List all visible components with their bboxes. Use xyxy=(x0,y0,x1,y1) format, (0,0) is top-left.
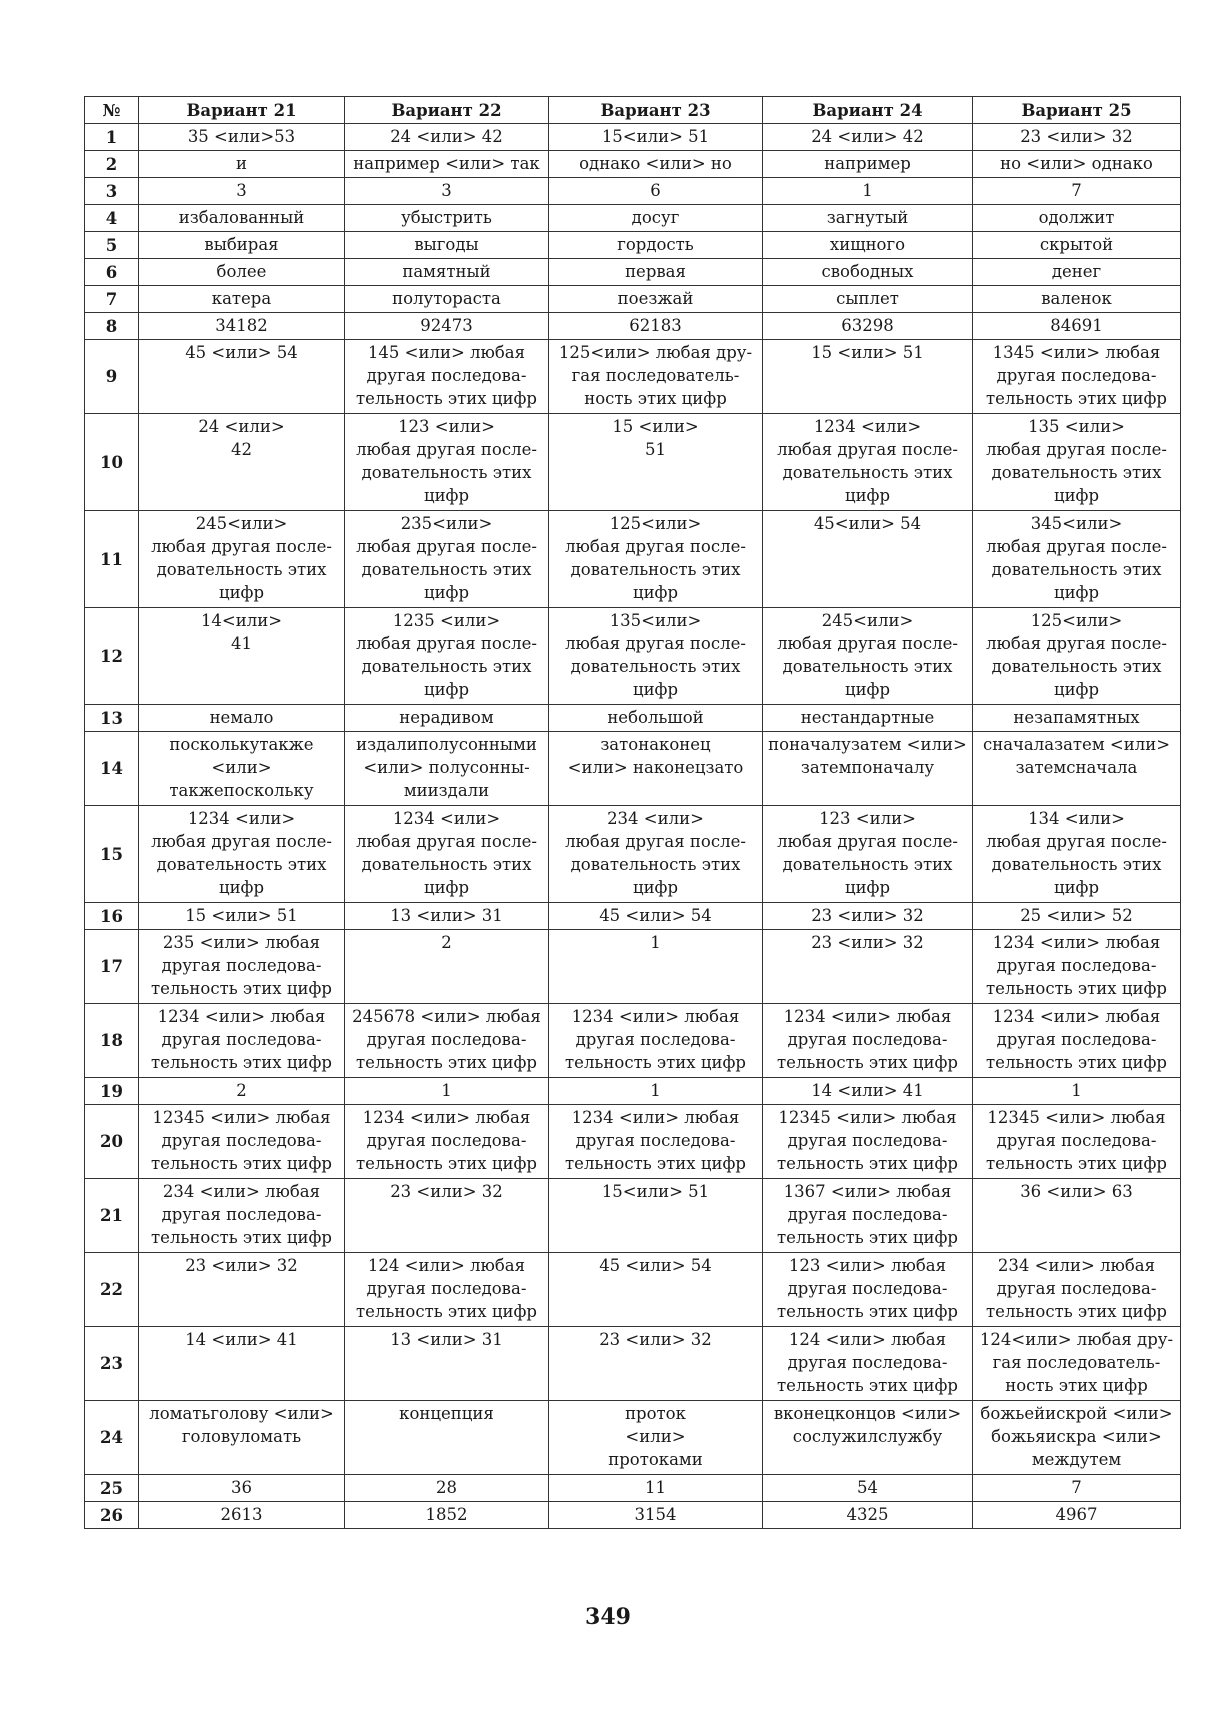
answer-cell-variant-22: 24 <или> 42 xyxy=(345,124,549,151)
answer-cell-variant-23: затонаконец <или> наконецзато xyxy=(549,732,763,806)
answer-cell-variant-21: 12345 <или> любая другая последова- тельность этих цифр xyxy=(139,1105,345,1179)
answer-cell-variant-24: 14 <или> 41 xyxy=(763,1078,973,1105)
answer-cell-variant-21: посколькутакже <или> такжепоскольку xyxy=(139,732,345,806)
answer-cell-variant-21: выбирая xyxy=(139,232,345,259)
header-variant-22: Вариант 22 xyxy=(345,97,549,124)
answer-cell-variant-22: 123 <или> любая другая после- довательность этих цифр xyxy=(345,414,549,511)
answer-cell-variant-24: свободных xyxy=(763,259,973,286)
answer-cell-variant-23: 125<или> любая дру- гая последователь- ность этих цифр xyxy=(549,340,763,414)
answer-cell-variant-21: 2613 xyxy=(139,1502,345,1529)
answer-cell-variant-22: издалиполусонными <или> полусонны- мииздали xyxy=(345,732,549,806)
answer-cell-variant-22: 28 xyxy=(345,1475,549,1502)
answer-cell-variant-23: досуг xyxy=(549,205,763,232)
answer-cell-variant-23: небольшой xyxy=(549,705,763,732)
answer-cell-variant-22: 13 <или> 31 xyxy=(345,1327,549,1401)
answer-cell-variant-25: сначалазатем <или> затемсначала xyxy=(973,732,1181,806)
task-number: 24 xyxy=(85,1401,139,1475)
task-number: 9 xyxy=(85,340,139,414)
task-number: 18 xyxy=(85,1004,139,1078)
answer-cell-variant-22: выгоды xyxy=(345,232,549,259)
answer-cell-variant-21: 3 xyxy=(139,178,345,205)
table-row xyxy=(85,806,1181,903)
answer-cell-variant-22: 2 xyxy=(345,930,549,1004)
table-row xyxy=(85,313,1181,340)
answer-cell-variant-21: 15 <или> 51 xyxy=(139,903,345,930)
answer-cell-variant-23: 45 <или> 54 xyxy=(549,1253,763,1327)
task-number: 26 xyxy=(85,1502,139,1529)
answer-cell-variant-21: 235 <или> любая другая последова- тельность этих цифр xyxy=(139,930,345,1004)
answer-cell-variant-24: 15 <или> 51 xyxy=(763,340,973,414)
answer-cell-variant-25: одолжит xyxy=(973,205,1181,232)
answer-cell-variant-25: 125<или> любая другая после- довательность этих цифр xyxy=(973,608,1181,705)
answer-cell-variant-24: например xyxy=(763,151,973,178)
answer-cell-variant-24: 1367 <или> любая другая последова- тельность этих цифр xyxy=(763,1179,973,1253)
task-number: 14 xyxy=(85,732,139,806)
answer-cell-variant-24: 4325 xyxy=(763,1502,973,1529)
answer-cell-variant-22: 13 <или> 31 xyxy=(345,903,549,930)
answer-cell-variant-21: избалованный xyxy=(139,205,345,232)
answer-cell-variant-24: загнутый xyxy=(763,205,973,232)
task-number: 3 xyxy=(85,178,139,205)
answer-cell-variant-22: 3 xyxy=(345,178,549,205)
answer-cell-variant-21: 23 <или> 32 xyxy=(139,1253,345,1327)
answer-cell-variant-21: ломатьголову <или> головуломать xyxy=(139,1401,345,1475)
answer-cell-variant-25: 124<или> любая дру- гая последователь- ность этих цифр xyxy=(973,1327,1181,1401)
answer-cell-variant-23: 135<или> любая другая после- довательность этих цифр xyxy=(549,608,763,705)
answer-cell-variant-22: концепция xyxy=(345,1401,549,1475)
answer-cell-variant-22: 145 <или> любая другая последова- тельность этих цифр xyxy=(345,340,549,414)
answer-cell-variant-21: 36 xyxy=(139,1475,345,1502)
answer-cell-variant-24: нестандартные xyxy=(763,705,973,732)
answer-cell-variant-22: 1 xyxy=(345,1078,549,1105)
table-row xyxy=(85,732,1181,806)
answer-cell-variant-22: 92473 xyxy=(345,313,549,340)
answers-table xyxy=(84,96,1181,1529)
table-row xyxy=(85,286,1181,313)
answer-cell-variant-24: 245<или> любая другая после- довательность этих цифр xyxy=(763,608,973,705)
answer-cell-variant-23: 15 <или> 51 xyxy=(549,414,763,511)
task-number: 4 xyxy=(85,205,139,232)
answer-cell-variant-21: 14 <или> 41 xyxy=(139,1327,345,1401)
answer-cell-variant-21: 24 <или> 42 xyxy=(139,414,345,511)
answer-cell-variant-22: нерадивом xyxy=(345,705,549,732)
answer-cell-variant-25: 23 <или> 32 xyxy=(973,124,1181,151)
answer-cell-variant-22: 245678 <или> любая другая последова- тельность этих цифр xyxy=(345,1004,549,1078)
answer-cell-variant-22: 1234 <или> любая другая после- довательность этих цифр xyxy=(345,806,549,903)
answer-cell-variant-24: 45<или> 54 xyxy=(763,511,973,608)
answer-cell-variant-23: 11 xyxy=(549,1475,763,1502)
answer-cell-variant-24: 1 xyxy=(763,178,973,205)
task-number: 2 xyxy=(85,151,139,178)
answer-cell-variant-25: 134 <или> любая другая после- довательность этих цифр xyxy=(973,806,1181,903)
table-row xyxy=(85,151,1181,178)
answer-cell-variant-25: 1234 <или> любая другая последова- тельность этих цифр xyxy=(973,930,1181,1004)
answer-cell-variant-21: катера xyxy=(139,286,345,313)
answer-cell-variant-23: 1 xyxy=(549,1078,763,1105)
answer-cell-variant-24: сыплет xyxy=(763,286,973,313)
answer-cell-variant-25: божьейискрой <или> божьяискра <или> междутем xyxy=(973,1401,1181,1475)
answer-cell-variant-23: первая xyxy=(549,259,763,286)
answer-cell-variant-21: 1234 <или> любая другая после- довательность этих цифр xyxy=(139,806,345,903)
answer-cell-variant-25: но <или> однако xyxy=(973,151,1181,178)
table-row xyxy=(85,1105,1181,1179)
answer-cell-variant-22: 124 <или> любая другая последова- тельность этих цифр xyxy=(345,1253,549,1327)
task-number: 5 xyxy=(85,232,139,259)
answer-cell-variant-24: 23 <или> 32 xyxy=(763,903,973,930)
task-number: 23 xyxy=(85,1327,139,1401)
task-number: 10 xyxy=(85,414,139,511)
task-number: 16 xyxy=(85,903,139,930)
header-number: № xyxy=(85,97,139,124)
answer-cell-variant-24: 63298 xyxy=(763,313,973,340)
table-row xyxy=(85,414,1181,511)
answer-cell-variant-23: 62183 xyxy=(549,313,763,340)
answer-cell-variant-23: 6 xyxy=(549,178,763,205)
answer-cell-variant-22: 1235 <или> любая другая после- довательность этих цифр xyxy=(345,608,549,705)
answer-cell-variant-23: 234 <или> любая другая после- довательность этих цифр xyxy=(549,806,763,903)
answer-cell-variant-22: например <или> так xyxy=(345,151,549,178)
table-row xyxy=(85,1078,1181,1105)
task-number: 1 xyxy=(85,124,139,151)
table-row xyxy=(85,1253,1181,1327)
task-number: 21 xyxy=(85,1179,139,1253)
answer-cell-variant-24: 12345 <или> любая другая последова- тельность этих цифр xyxy=(763,1105,973,1179)
answer-cell-variant-25: денег xyxy=(973,259,1181,286)
answer-cell-variant-22: убыстрить xyxy=(345,205,549,232)
answer-cell-variant-22: полутораста xyxy=(345,286,549,313)
answer-cell-variant-24: 54 xyxy=(763,1475,973,1502)
answer-cell-variant-21: 245<или> любая другая после- довательность этих цифр xyxy=(139,511,345,608)
answer-cell-variant-23: 1234 <или> любая другая последова- тельность этих цифр xyxy=(549,1004,763,1078)
answer-cell-variant-24: 1234 <или> любая другая после- довательность этих цифр xyxy=(763,414,973,511)
task-number: 17 xyxy=(85,930,139,1004)
task-number: 11 xyxy=(85,511,139,608)
header-variant-25: Вариант 25 xyxy=(973,97,1181,124)
answer-cell-variant-23: 15<или> 51 xyxy=(549,124,763,151)
answer-cell-variant-24: 23 <или> 32 xyxy=(763,930,973,1004)
answer-cell-variant-21: 35 <или>53 xyxy=(139,124,345,151)
table-row xyxy=(85,1004,1181,1078)
answer-cell-variant-25: 12345 <или> любая другая последова- тельность этих цифр xyxy=(973,1105,1181,1179)
answer-cell-variant-23: поезжай xyxy=(549,286,763,313)
table-row xyxy=(85,178,1181,205)
answer-cell-variant-23: гордость xyxy=(549,232,763,259)
answer-cell-variant-24: хищного xyxy=(763,232,973,259)
task-number: 6 xyxy=(85,259,139,286)
answer-cell-variant-25: 345<или> любая другая после- довательность этих цифр xyxy=(973,511,1181,608)
answer-cell-variant-23: 45 <или> 54 xyxy=(549,903,763,930)
answer-cell-variant-24: 123 <или> любая другая после- довательность этих цифр xyxy=(763,806,973,903)
answer-cell-variant-24: 24 <или> 42 xyxy=(763,124,973,151)
table-row xyxy=(85,124,1181,151)
answer-cell-variant-25: 36 <или> 63 xyxy=(973,1179,1181,1253)
table-row xyxy=(85,1401,1181,1475)
answer-cell-variant-23: однако <или> но xyxy=(549,151,763,178)
table-row xyxy=(85,340,1181,414)
answer-cell-variant-25: 234 <или> любая другая последова- тельность этих цифр xyxy=(973,1253,1181,1327)
answer-cell-variant-21: 34182 xyxy=(139,313,345,340)
answer-cell-variant-23: 15<или> 51 xyxy=(549,1179,763,1253)
answer-cell-variant-24: 123 <или> любая другая последова- тельность этих цифр xyxy=(763,1253,973,1327)
table-row xyxy=(85,608,1181,705)
answer-cell-variant-21: 234 <или> любая другая последова- тельность этих цифр xyxy=(139,1179,345,1253)
answer-cell-variant-21: 2 xyxy=(139,1078,345,1105)
task-number: 20 xyxy=(85,1105,139,1179)
answer-cell-variant-25: 1 xyxy=(973,1078,1181,1105)
table-row xyxy=(85,232,1181,259)
answer-cell-variant-23: 3154 xyxy=(549,1502,763,1529)
answer-cell-variant-25: незапамятных xyxy=(973,705,1181,732)
answer-cell-variant-25: 25 <или> 52 xyxy=(973,903,1181,930)
page-number: 349 xyxy=(585,1604,631,1630)
table-row xyxy=(85,930,1181,1004)
answer-cell-variant-23: 1234 <или> любая другая последова- тельность этих цифр xyxy=(549,1105,763,1179)
header-variant-23: Вариант 23 xyxy=(549,97,763,124)
answer-cell-variant-21: 14<или> 41 xyxy=(139,608,345,705)
task-number: 13 xyxy=(85,705,139,732)
answer-cell-variant-25: 7 xyxy=(973,178,1181,205)
task-number: 15 xyxy=(85,806,139,903)
answer-cell-variant-25: 135 <или> любая другая после- довательность этих цифр xyxy=(973,414,1181,511)
answer-cell-variant-23: 1 xyxy=(549,930,763,1004)
table-row xyxy=(85,1179,1181,1253)
answer-cell-variant-22: 23 <или> 32 xyxy=(345,1179,549,1253)
answer-cell-variant-25: 7 xyxy=(973,1475,1181,1502)
table-row xyxy=(85,1327,1181,1401)
answer-cell-variant-23: 23 <или> 32 xyxy=(549,1327,763,1401)
answer-cell-variant-24: поначалузатем <или> затемпоначалу xyxy=(763,732,973,806)
header-variant-24: Вариант 24 xyxy=(763,97,973,124)
answer-cell-variant-24: 124 <или> любая другая последова- тельность этих цифр xyxy=(763,1327,973,1401)
table-row xyxy=(85,205,1181,232)
answer-cell-variant-22: памятный xyxy=(345,259,549,286)
table-row xyxy=(85,705,1181,732)
answer-cell-variant-25: валенок xyxy=(973,286,1181,313)
answer-cell-variant-24: вконецконцов <или> сослужилслужбу xyxy=(763,1401,973,1475)
task-number: 12 xyxy=(85,608,139,705)
answer-cell-variant-22: 1852 xyxy=(345,1502,549,1529)
table-row xyxy=(85,903,1181,930)
answer-cell-variant-25: 1345 <или> любая другая последова- тельность этих цифр xyxy=(973,340,1181,414)
answer-cell-variant-21: 45 <или> 54 xyxy=(139,340,345,414)
answer-cell-variant-25: 4967 xyxy=(973,1502,1181,1529)
table-row xyxy=(85,1475,1181,1502)
table-row xyxy=(85,511,1181,608)
answer-cell-variant-21: 1234 <или> любая другая последова- тельность этих цифр xyxy=(139,1004,345,1078)
header-row xyxy=(85,97,1181,124)
table-row xyxy=(85,1502,1181,1529)
task-number: 22 xyxy=(85,1253,139,1327)
answer-cell-variant-22: 1234 <или> любая другая последова- тельность этих цифр xyxy=(345,1105,549,1179)
task-number: 25 xyxy=(85,1475,139,1502)
answer-cell-variant-21: и xyxy=(139,151,345,178)
answer-cell-variant-23: проток <или> протоками xyxy=(549,1401,763,1475)
answer-cell-variant-21: немало xyxy=(139,705,345,732)
answer-cell-variant-25: скрытой xyxy=(973,232,1181,259)
answer-cell-variant-24: 1234 <или> любая другая последова- тельность этих цифр xyxy=(763,1004,973,1078)
answer-cell-variant-22: 235<или> любая другая после- довательность этих цифр xyxy=(345,511,549,608)
task-number: 19 xyxy=(85,1078,139,1105)
table-row xyxy=(85,259,1181,286)
answer-cell-variant-25: 1234 <или> любая другая последова- тельность этих цифр xyxy=(973,1004,1181,1078)
task-number: 8 xyxy=(85,313,139,340)
task-number: 7 xyxy=(85,286,139,313)
answer-cell-variant-25: 84691 xyxy=(973,313,1181,340)
answer-cell-variant-23: 125<или> любая другая после- довательность этих цифр xyxy=(549,511,763,608)
answer-cell-variant-21: более xyxy=(139,259,345,286)
header-variant-21: Вариант 21 xyxy=(139,97,345,124)
